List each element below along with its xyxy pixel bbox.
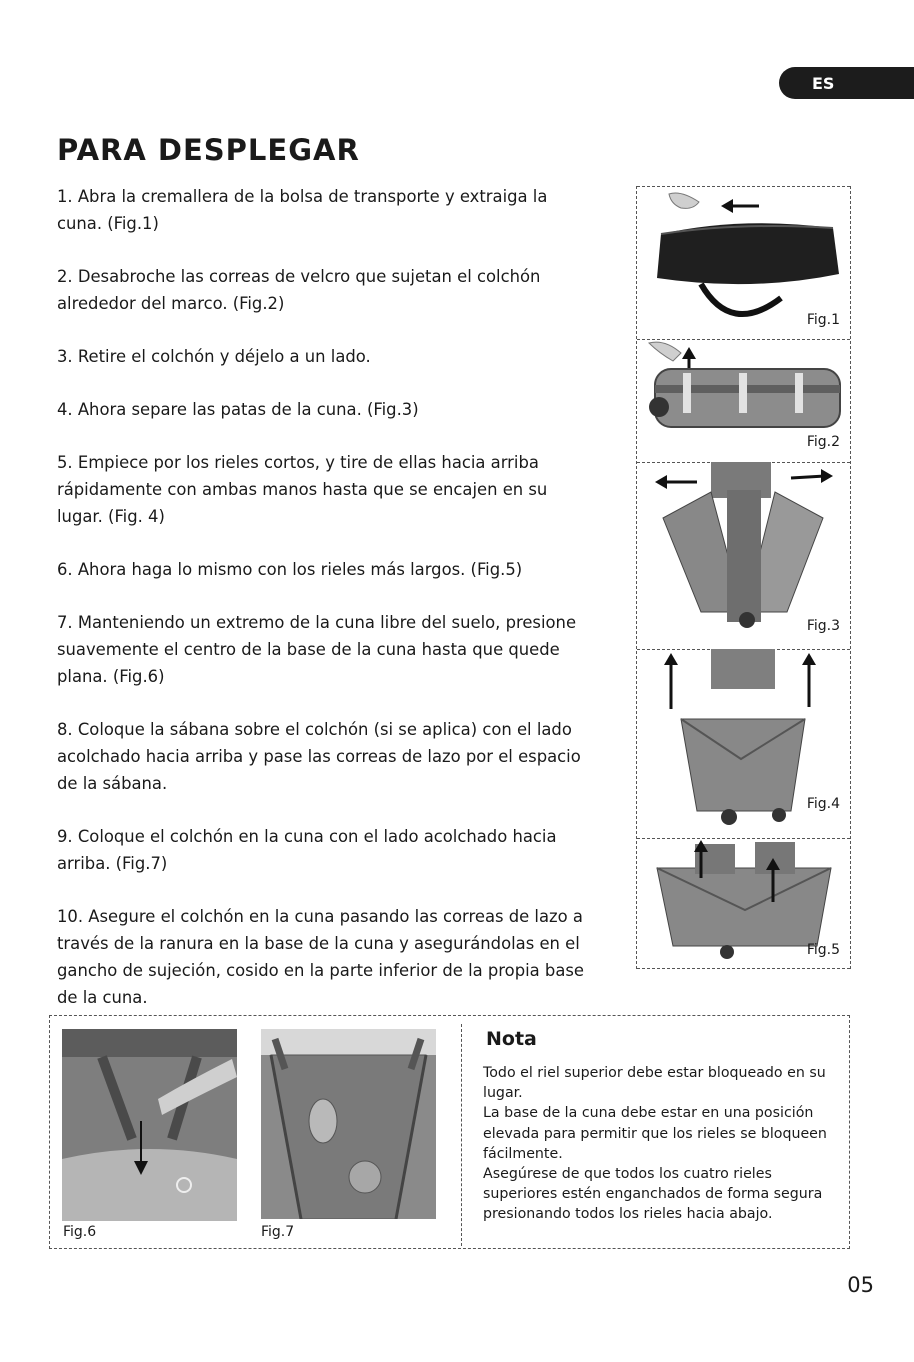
mattress-placement-photo xyxy=(261,1029,436,1219)
step-6: 6. Ahora haga lo mismo con los rieles más largos. (Fig.5) xyxy=(57,560,523,579)
figure-7 xyxy=(261,1029,436,1223)
page-title: PARA DESPLEGAR xyxy=(57,133,360,167)
figure-7-label: Fig.7 xyxy=(261,1224,295,1240)
note-line-1: Todo el riel superior debe estar bloqueado en su lugar. xyxy=(483,1065,826,1102)
figure-6-label: Fig.6 xyxy=(63,1224,97,1240)
note-box xyxy=(49,1015,850,1249)
step-5: 5. Empiece por los rieles cortos, y tire de ellas hacia arriba rápidamente con ambas manos hasta que se encajen en su lugar. (Fig. 4) xyxy=(57,453,548,526)
figure-4 xyxy=(637,649,850,837)
step-4: 4. Ahora separe las patas de la cuna. (Fig.3) xyxy=(57,400,419,419)
note-divider xyxy=(461,1024,462,1246)
figure-1 xyxy=(637,186,850,338)
figure-2-label: Fig.2 xyxy=(806,434,840,450)
figure-3 xyxy=(637,462,850,648)
step-9: 9. Coloque el colchón en la cuna con el lado acolchado hacia arriba. (Fig.7) xyxy=(57,827,557,873)
note-line-3: Asegúrese de que todos los cuatro rieles superiores estén enganchados de forma segura presionando todos los rieles hacia abajo. xyxy=(483,1166,823,1223)
figure-3-label: Fig.3 xyxy=(806,618,840,634)
note-text xyxy=(483,1063,843,1225)
language-tab: ES xyxy=(779,67,914,99)
step-3: 3. Retire el colchón y déjelo a un lado. xyxy=(57,347,371,366)
step-2: 2. Desabroche las correas de velcro que sujetan el colchón alrededor del marco. (Fig.2) xyxy=(57,267,541,313)
step-7: 7. Manteniendo un extremo de la cuna libre del suelo, presione suavemente el centro de la base de la cuna hasta que quede plana. (Fig.6) xyxy=(57,613,577,686)
step-1: 1. Abra la cremallera de la bolsa de transporte y extraiga la cuna. (Fig.1) xyxy=(57,187,548,233)
step-10: 10. Asegure el colchón en la cuna pasando las correas de lazo a través de la ranura en la base de la cuna y asegurándolas en el gancho de sujeción, cosido en la parte inferior de la propia base de la cuna. xyxy=(57,907,584,1007)
figure-5 xyxy=(637,838,850,969)
step-8: 8. Coloque la sábana sobre el colchón (si se aplica) con el lado acolchado hacia arriba y pase las correas de lazo por el espacio de la sábana. xyxy=(57,720,581,793)
figure-1-label: Fig.1 xyxy=(806,312,840,328)
page-number: 05 xyxy=(847,1273,874,1297)
figure-column xyxy=(636,186,851,969)
note-title: Nota xyxy=(486,1028,537,1050)
base-press-photo xyxy=(62,1029,237,1221)
figure-2 xyxy=(637,339,850,461)
figure-5-label: Fig.5 xyxy=(806,942,840,958)
note-line-2: La base de la cuna debe estar en una posición elevada para permitir que los rieles se bloqueen fácilmente. xyxy=(483,1105,827,1162)
instruction-steps xyxy=(57,183,597,1037)
figure-4-label: Fig.4 xyxy=(806,796,840,812)
legs-separate-illustration xyxy=(641,462,846,637)
figure-6 xyxy=(62,1029,237,1225)
